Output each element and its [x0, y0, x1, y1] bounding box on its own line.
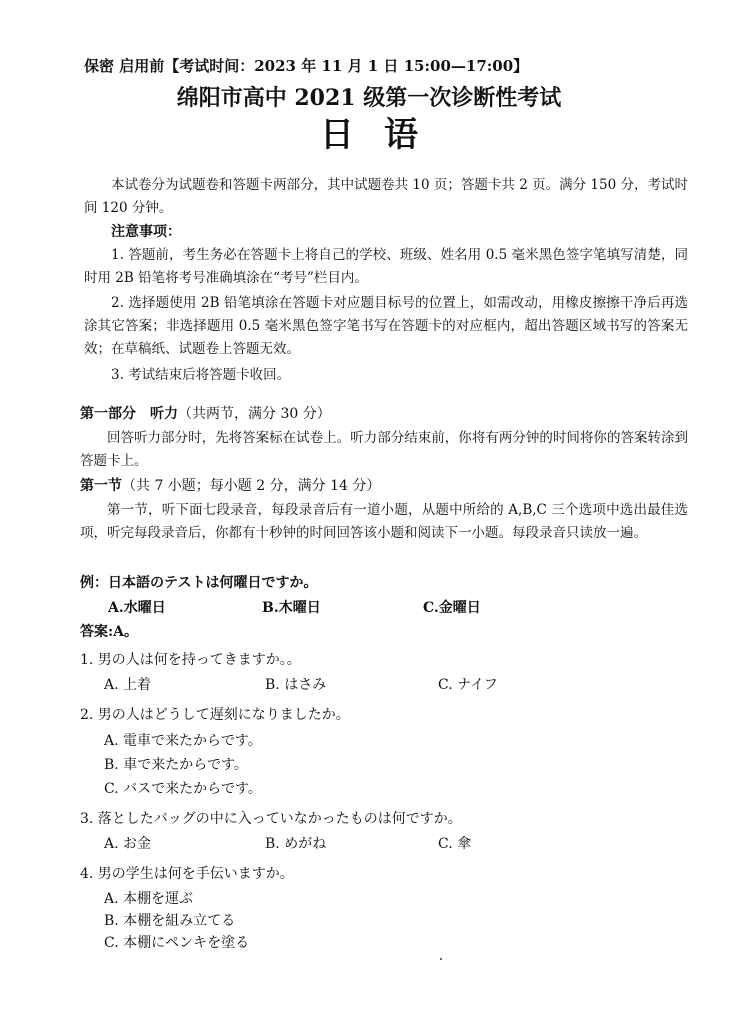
question-4-option-c: C. 本棚にペンキを塗る: [104, 935, 250, 951]
question-1-option-b: B. はさみ: [265, 677, 327, 693]
example-option-c: C.金曜日: [423, 600, 481, 616]
question-1: 1. 男の人は何を持ってきますか。。: [80, 652, 301, 668]
example-option-b: B.木曜日: [262, 600, 321, 616]
question-3: 3. 落としたバッグの中に入っていなかったものは何ですか。: [80, 811, 462, 827]
note-item-2: 2. 选择题使用 2B 铅笔填涂在答题卡对应题目标号的位置上，如需改动，用橡皮擦擦干净后再选涂其它答案；非选择题用 0.5 毫米黑色签字笔书写在答题卡的对应框内，超出答题区域书写的答案无效；在草稿纸、试题卷上答题无效。: [84, 295, 688, 357]
example-question: 例：日本語のテストは何曜日ですか。: [80, 575, 318, 591]
question-1-option-c: C. ナイフ: [438, 677, 498, 693]
part1-title: 第一部分 听力: [80, 406, 178, 422]
example-answer: 答案:A。: [80, 624, 139, 640]
exam-header: 保密 启用前【考试时间：2023 年 11 月 1 日 15:00—17:00】: [84, 57, 529, 75]
question-4-option-a: A. 本棚を運ぶ: [104, 891, 194, 907]
intro-paragraph: 本试卷分为试题卷和答题卡两部分，其中试题卷共 10 页；答题卡共 2 页。满分 150 分，考试时间 120 分钟。: [84, 177, 688, 216]
notes-title: 注意事项：: [111, 224, 181, 240]
question-3-option-a: A. お金: [104, 836, 152, 852]
part1-title-note: （共两节，满分 30 分）: [178, 406, 331, 422]
section1-description: 第一节，听下面七段录音，每段录音后有一道小题，从题中所给的 A,B,C 三个选项中选出最佳选项，听完每段录音后，你都有十秒钟的时间回答该小题和阅读下一小题。每段录音只读放一遍。: [80, 502, 688, 541]
part1-description: 回答听力部分时，先将答案标在试卷上。听力部分结束前，你将有两分钟的时间将你的答案转涂到答题卡上。: [80, 430, 688, 469]
note-item-3: 3. 考试结束后将答题卡收回。: [111, 367, 291, 383]
example-option-a: A.水曜日: [108, 600, 166, 616]
note-item-1: 1. 答题前，考生务必在答题卡上将自己的学校、班级、姓名用 0.5 毫米黑色签字笔填写清楚，同时用 2B 铅笔将考号准确填涂在“考号”栏目内。: [84, 247, 688, 286]
question-4: 4. 男の学生は何を手伝いますか。: [80, 866, 294, 882]
part1-heading: [80, 404, 331, 424]
question-2-option-a: A. 電車で来たからです。: [104, 733, 262, 749]
section1-heading: [80, 476, 380, 496]
question-2-option-c: C. バスで来たからです。: [104, 781, 262, 797]
question-1-option-a: A. 上着: [104, 677, 152, 693]
question-2: 2. 男の人はどうして遅刻になりましたか。: [80, 707, 350, 723]
section1-title-note: （共 7 小题；每小题 2 分，满分 14 分）: [122, 478, 381, 494]
subject-title: 日语: [320, 115, 448, 155]
question-4-option-b: B. 本棚を組み立てる: [104, 913, 236, 929]
question-3-option-b: B. めがね: [265, 836, 327, 852]
school-title: 绵阳市高中 2021 级第一次诊断性考试: [176, 85, 562, 111]
scan-speck: [440, 958, 442, 960]
question-3-option-c: C. 傘: [438, 836, 472, 852]
question-2-option-b: B. 車で来たからです。: [104, 757, 248, 773]
section1-title: 第一节: [80, 478, 122, 494]
